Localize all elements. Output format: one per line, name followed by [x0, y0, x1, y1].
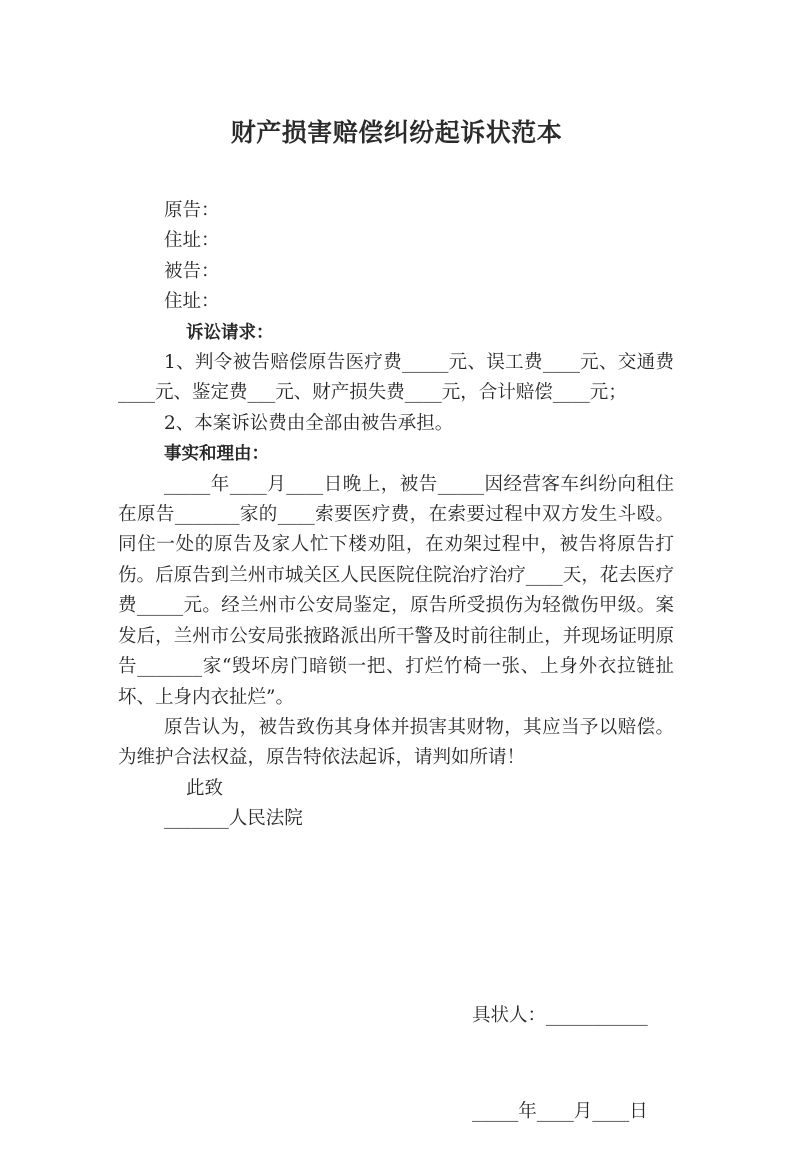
court-name: _______人民法院	[164, 808, 303, 830]
signature-block	[472, 936, 648, 1160]
closing-salutation: 此致	[186, 777, 224, 799]
facts-paragraph-1: _____年____月____日晚上，被告_____因经营客车纠纷向租住在原告_______家的____索要医疗费，在索要过程中双方发生斗殴。同住一处的原告及家人忙下楼劝阻，在劝架过程中，被告将原告打伤。后原告到兰州市城关区人民医院住院治疗治疗____天，花去医疗费_____元。经兰州市公安局鉴定，原告所受损伤为轻微伤甲级。案发后，兰州市公安局张掖路派出所干警及时前往制止，并现场证明原告_______家“毁坏房门暗锁一把、打烂竹椅一张、上身外衣拉链扯坏、上身内衣扯烂”。	[118, 473, 674, 708]
facts-paragraph-2: 原告认为，被告致伤其身体并损害其财物，其应当予以赔偿。为维护合法权益，原告特依法起诉，请判如所请！	[118, 716, 674, 769]
document-title: 财产损害赔偿纠纷起诉状范本	[230, 118, 563, 147]
plaintiff-address-label: 住址：	[164, 230, 220, 252]
defendant-label: 被告：	[164, 260, 220, 282]
claim-item-2: 2、本案诉讼费由全部由被告承担。	[164, 412, 454, 434]
claims-heading: 诉讼请求：	[186, 322, 274, 343]
defendant-address-label: 住址：	[164, 291, 220, 313]
claim-item-1: 1、判令被告赔偿原告医疗费_____元、误工费____元、交通费____元、鉴定费___元、财产损失费____元，合计赔偿____元；	[118, 352, 674, 404]
document-body	[118, 196, 674, 835]
date-line: _____年____月____日	[472, 1101, 648, 1122]
facts-heading: 事实和理由：	[164, 444, 269, 465]
plaintiff-label: 原告：	[164, 200, 220, 221]
signer-line: 具状人：___________	[472, 1005, 648, 1026]
